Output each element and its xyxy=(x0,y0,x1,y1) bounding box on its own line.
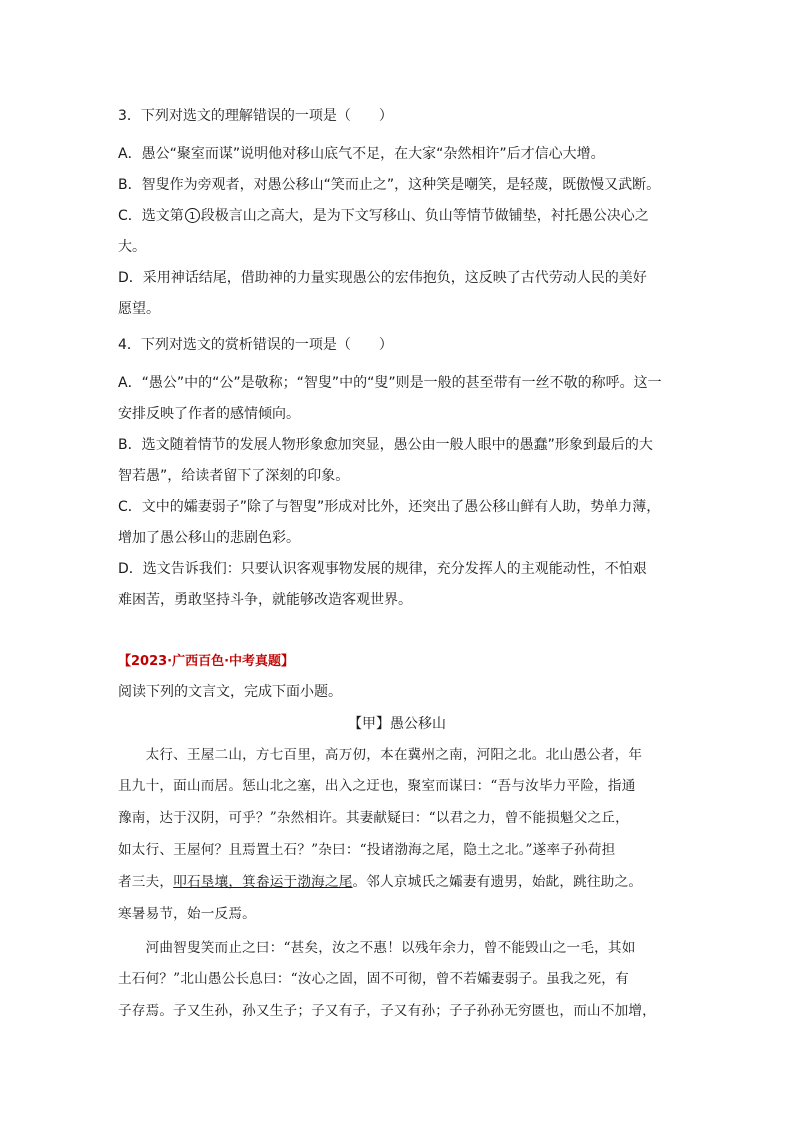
exam-source-tag: 【2023·广西百色·中考真题】 xyxy=(118,654,295,669)
question-4-option-c-cont: 增加了愚公移山的悲剧色彩。 xyxy=(118,530,300,546)
question-4-stem: 4．下列对选文的赏析错误的一项是（ ） xyxy=(118,337,393,353)
passage-line: 如太行、王屋何？且焉置土石？”杂曰：“投诸渤海之尾，隐土之北。”遂率子孙荷担 xyxy=(118,842,616,858)
reading-instruction: 阅读下列的文言文，完成下面小题。 xyxy=(118,684,342,700)
passage-text: 者三夫， xyxy=(118,874,174,890)
question-4-option-d: D．选文告诉我们：只要认识客观事物发展的规律，充分发挥人的主观能动性，不怕艰 xyxy=(118,561,647,577)
option-c-prefix: C．选文第 xyxy=(118,208,184,224)
passage-title: 【甲】愚公移山 xyxy=(348,716,446,732)
question-4-option-c: C．文中的孀妻弱子”除了与智叟”形成对比外，还突出了愚公移山鲜有人助，势单力薄， xyxy=(118,499,661,515)
circled-number-1: 1 xyxy=(185,208,200,223)
passage-line: 土石何？”北山愚公长息曰：“汝心之固，固不可彻，曾不若孀妻弱子。虽我之死，有 xyxy=(118,971,629,987)
question-3-option-a: A．愚公“聚室而谋”说明他对移山底气不足，在大家“杂然相许”后才信心大增。 xyxy=(118,146,605,162)
question-3-option-b: B．智叟作为旁观者，对愚公移山“笑而止之”，这种笑是嘲笑，是轻蔑，既傲慢又武断。 xyxy=(118,177,661,193)
passage-line: 寒暑易节，始一反焉。 xyxy=(118,906,256,922)
question-3-option-c-cont: 大。 xyxy=(118,239,146,255)
question-4-option-a: A．“愚公”中的“公”是敬称；“智叟”中的“叟”则是一般的甚至带有一丝不敬的称呼。这一 xyxy=(118,375,662,391)
question-3-option-d-cont: 愿望。 xyxy=(118,301,160,317)
question-4-option-b-cont: 智若愚”，给读者留下了深刻的印象。 xyxy=(118,468,350,484)
passage-line: 子存焉。子又生孙，孙又生子；子又有子，子又有孙；子子孙孙无穷匮也，而山不加增， xyxy=(118,1003,656,1019)
passage-line: 且九十，面山而居。惩山北之塞，出入之迂也，聚室而谋曰：“吾与汝毕力平险，指通 xyxy=(118,778,636,794)
passage-text: 。邻人京城氏之孀妻有遗男，始龀，跳往助之。 xyxy=(352,874,643,890)
underlined-sentence: 叩石垦壤，箕畚运于渤海之尾 xyxy=(173,874,353,890)
passage-line xyxy=(118,872,678,892)
passage-line: 太行、王屋二山，方七百里，高万仞，本在冀州之南，河阳之北。北山愚公者，年 xyxy=(118,747,643,763)
question-3-stem: 3．下列对选文的理解错误的一项是（ ） xyxy=(118,108,393,124)
question-3-option-c xyxy=(118,206,678,226)
question-4-option-d-cont: 难困苦，勇敢坚持斗争，就能够改造客观世界。 xyxy=(118,592,412,608)
question-3-option-d: D．采用神话结尾，借助神的力量实现愚公的宏伟抱负，这反映了古代劳动人民的美好 xyxy=(118,270,647,286)
passage-line: 河曲智叟笑而止之曰：“甚矣，汝之不惠！以残年余力，曾不能毁山之一毛，其如 xyxy=(118,940,636,956)
option-c-text: 段极言山之高大，是为下文写移山、负山等情节做铺垫，衬托愚公决心之 xyxy=(200,208,649,224)
question-4-option-a-cont: 安排反映了作者的感情倾向。 xyxy=(118,406,300,422)
question-4-option-b: B．选文随着情节的发展人物形象愈加突显，愚公由一般人眼中的愚蠢”形象到最后的大 xyxy=(118,437,653,453)
passage-line: 豫南，达于汉阴，可乎？”杂然相许。其妻献疑曰：“以君之力，曾不能损魁父之丘， xyxy=(118,810,629,826)
